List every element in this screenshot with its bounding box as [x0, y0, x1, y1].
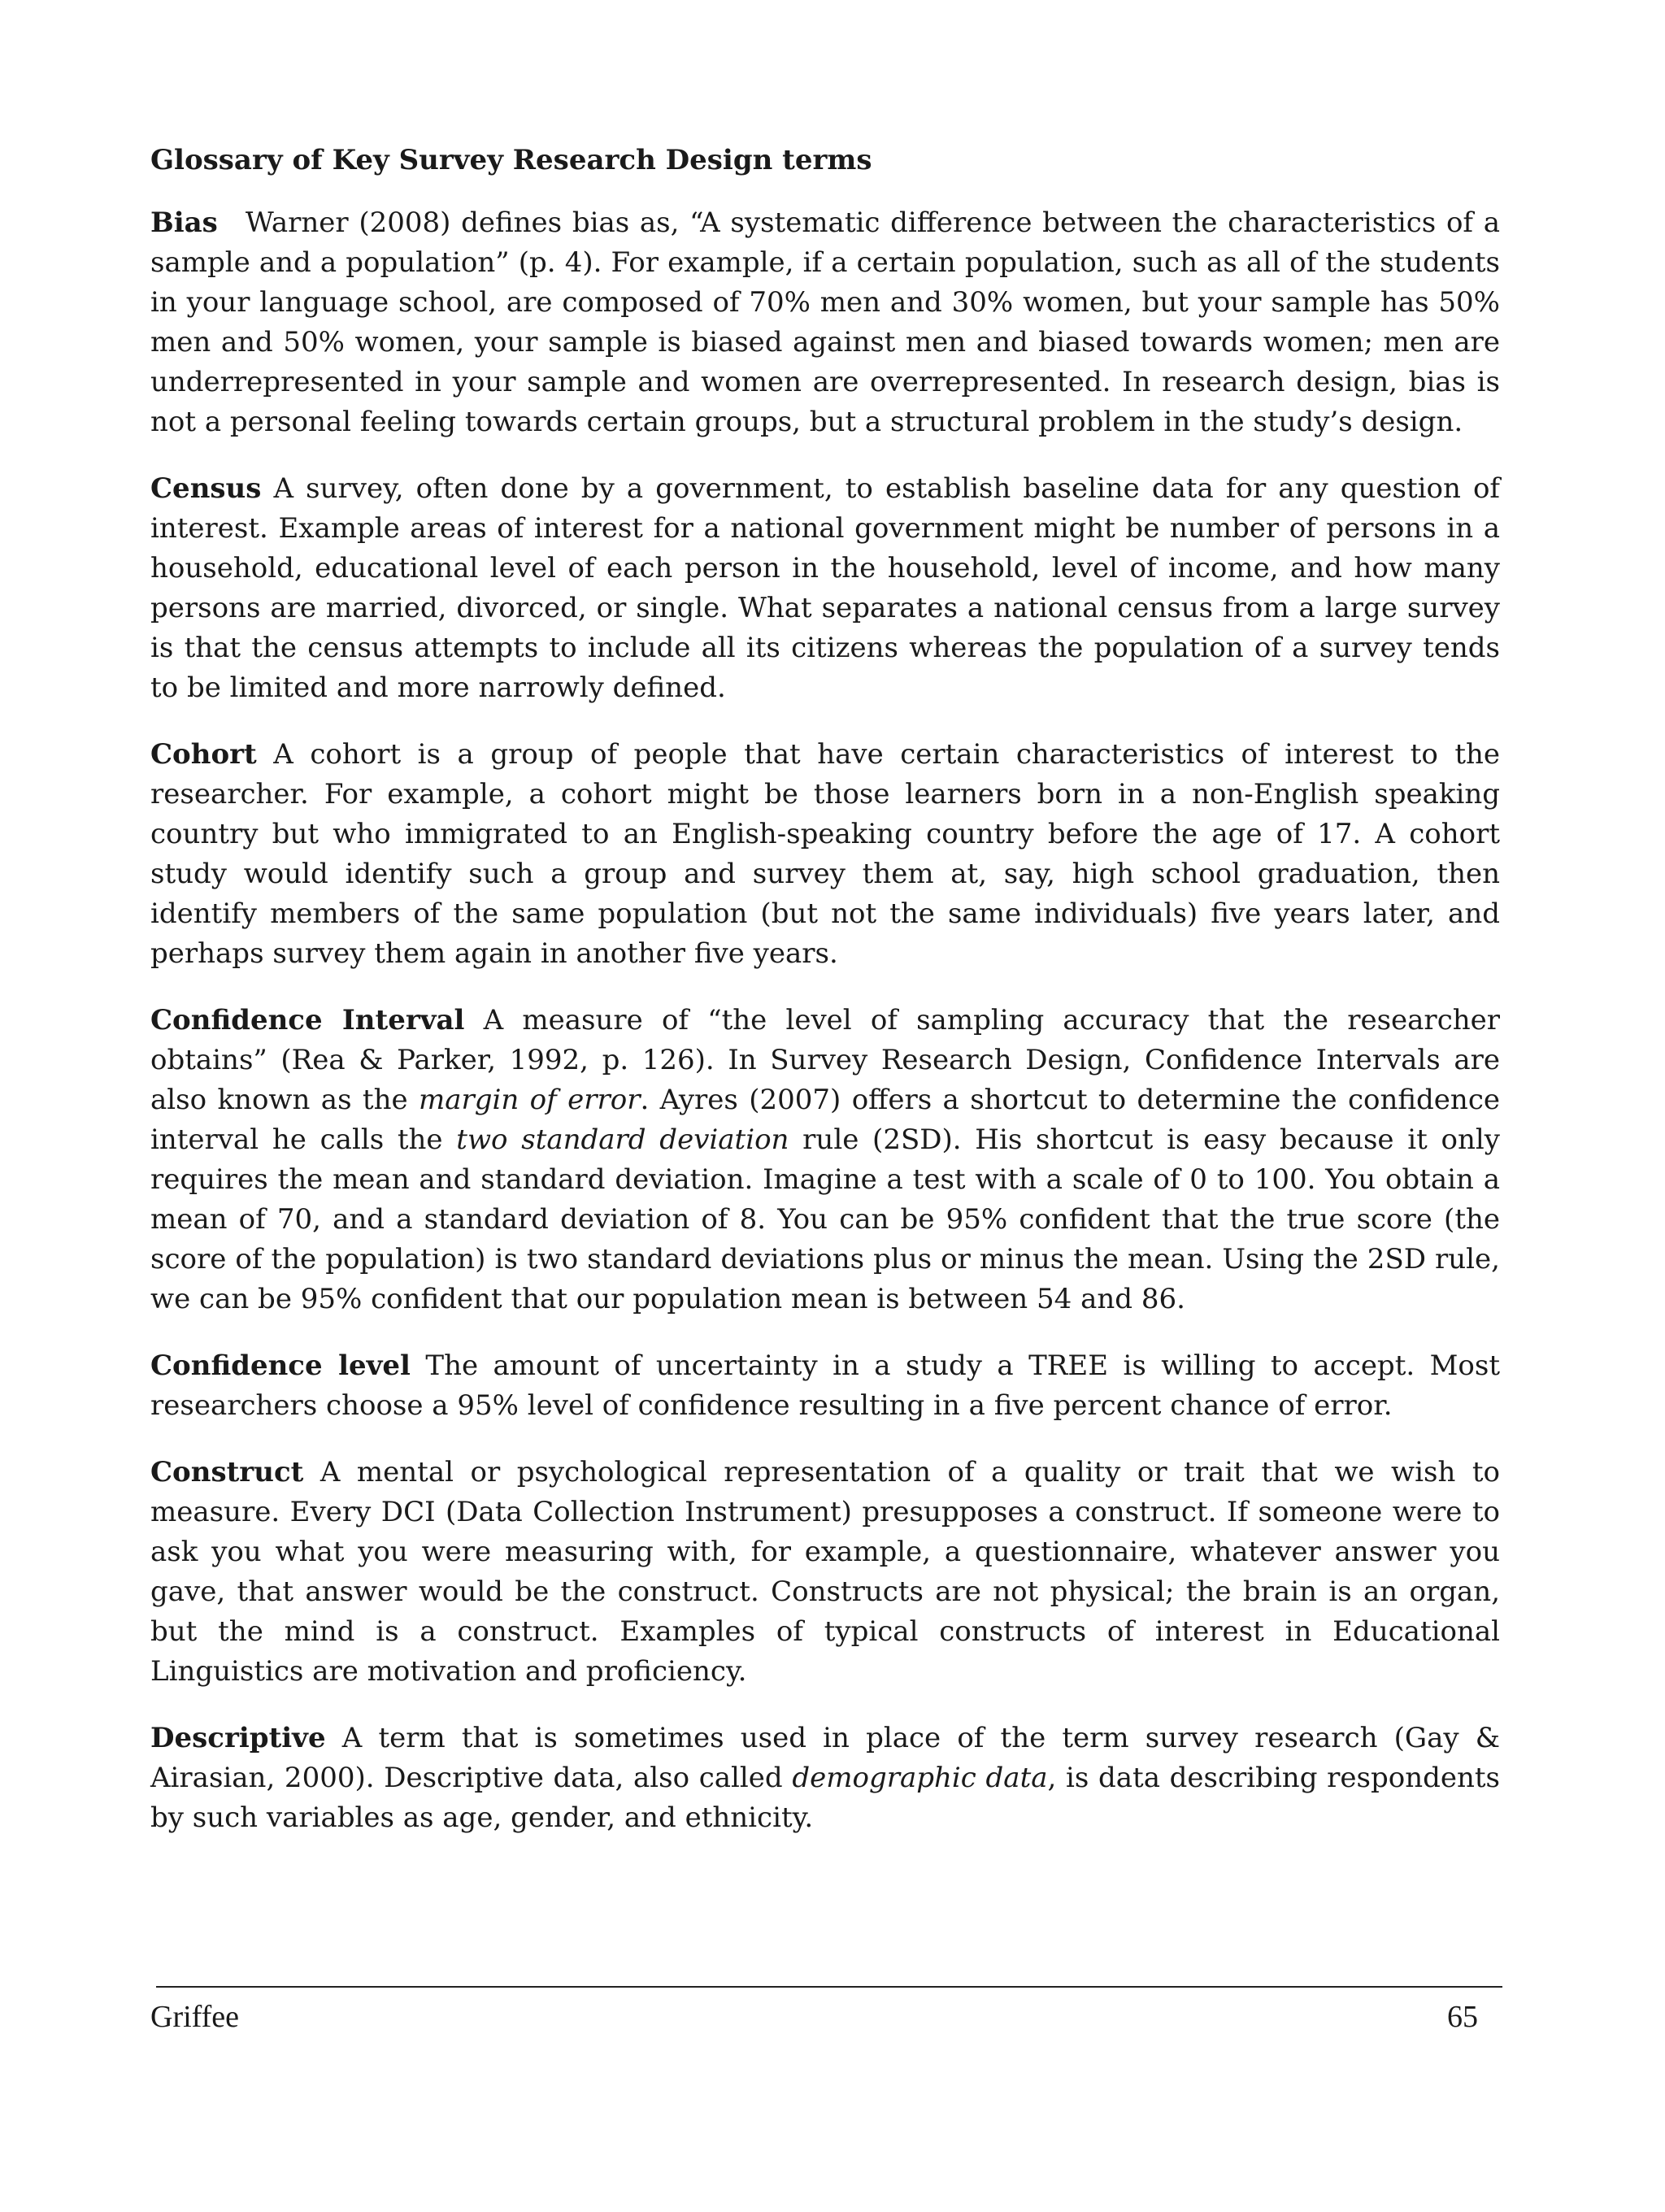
term-descriptive: Descriptive: [150, 1722, 326, 1754]
italic-margin-of-error: margin of error: [418, 1084, 641, 1116]
term-bias: Bias: [150, 206, 218, 239]
footer-author: Griffee: [150, 2000, 240, 2034]
definition-confidence-interval-part-2: . Ayres (2007) offers a shortcut to determine the confidence interval he calls the: [150, 1084, 1500, 1156]
glossary-entry-confidence-interval: [150, 1001, 1500, 1319]
page-content: [150, 140, 1500, 1865]
glossary-title: Glossary of Key Survey Research Design terms: [150, 144, 872, 176]
definition-cohort: A cohort is a group of people that have certain characteristics of interest to the researcher. For example, a cohort might be those learners born in a non-English speaking country but who immigrated to an English-speaking country before the age of 17. A cohort study would identify such a group and survey them at, say, high school graduation, then identify members of the same population (but not the same individuals) five years later, and perhaps survey them again in another five years.: [150, 738, 1501, 970]
glossary-entry-bias: [150, 203, 1500, 442]
definition-construct: A mental or psychological representation of a quality or trait that we wish to measure. Every DCI (Data Collection Instrument) presupposes a construct. If someone were to ask you what you were measuring with, for example, a questionnaire, whatever answer you gave, that answer would be the construct. Constructs are not physical; the brain is an organ, but the mind is a construct. Examples of typical constructs of interest in Educational Linguistics are motivation and proficiency.: [150, 1456, 1500, 1688]
definition-descriptive-part-1: A term that is sometimes used in place of the term survey research (Gay & Airasian, 2000). Descriptive data, also called: [150, 1722, 1500, 1794]
footer-divider: [156, 1986, 1502, 1988]
glossary-entry-construct: [150, 1453, 1500, 1692]
glossary-entry-confidence-level: [150, 1346, 1500, 1426]
glossary-entry-cohort: [150, 735, 1500, 974]
italic-two-standard-deviation: two standard deviation: [456, 1123, 789, 1156]
term-census: Census: [150, 472, 262, 505]
italic-demographic-data: demographic data: [792, 1762, 1048, 1794]
page-number: 65: [1447, 2000, 1478, 2034]
definition-census: A survey, often done by a government, to establish baseline data for any question of interest. Example areas of interest for a national government might be number of persons in a household, educational level of each person in the household, level of income, and how many persons are married, divorced, or single. What separates a national census from a large survey is that the census attempts to include all its citizens whereas the population of a survey tends to be limited and more narrowly defined.: [150, 472, 1501, 704]
definition-confidence-level: The amount of uncertainty in a study a TREE is willing to accept. Most researchers choose a 95% level of confidence resulting in a five percent chance of error.: [150, 1349, 1500, 1422]
term-confidence-level: Confidence level: [150, 1349, 411, 1382]
definition-confidence-interval-part-3: rule (2SD). His shortcut is easy because it only requires the mean and standard deviation. Imagine a test with a scale of 0 to 100. You obtain a mean of 70, and a standard deviation of 8. You can be 95% confident that the true score (the score of the population) is two standard deviations plus or minus the mean. Using the 2SD rule, we can be 95% confident that our population mean is between 54 and 86.: [150, 1123, 1500, 1315]
glossary-entry-census: [150, 469, 1500, 708]
term-confidence-interval: Confidence Interval: [150, 1004, 465, 1036]
term-cohort: Cohort: [150, 738, 257, 771]
definition-confidence-interval-part-1: A measure of “the level of sampling accuracy that the researcher obtains” (Rea & Parker, 1992, p. 126). In Survey Research Design, Confidence Intervals are also known as the: [150, 1004, 1501, 1116]
term-construct: Construct: [150, 1456, 304, 1488]
glossary-entry-descriptive: [150, 1719, 1500, 1838]
definition-bias: Warner (2008) defines bias as, “A systematic difference between the characteristics of a sample and a population” (p. 4). For example, if a certain population, such as all of the students in your language school, are composed of 70% men and 30% women, but your sample has 50% men and 50% women, your sample is biased against men and biased towards women; men are underrepresented in your sample and women are overrepresented. In research design, bias is not a personal feeling towards certain groups, but a structural problem in the study’s design.: [150, 206, 1500, 438]
definition-descriptive-part-2: , is data describing respondents by such variables as age, gender, and ethnicity.: [150, 1762, 1501, 1834]
